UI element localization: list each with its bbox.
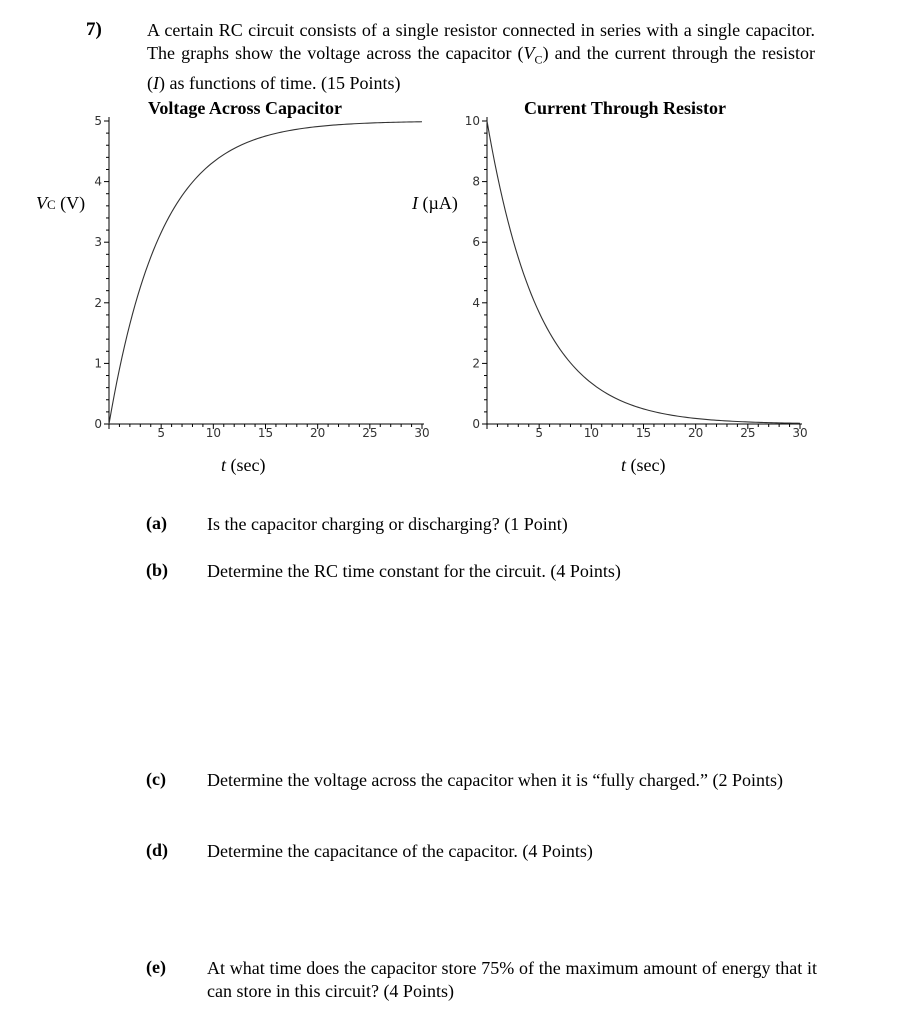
current-chart <box>465 114 808 440</box>
x-tick-label: 5 <box>157 426 165 440</box>
part-e-text: At what time does the capacitor store 75% of the maximum amount of energy that it can store in this circuit? (4 Points) <box>207 958 817 1001</box>
current-y-axis-label: I (µA) <box>412 193 458 213</box>
x-tick-label: 5 <box>535 426 543 440</box>
y-tick-label: 3 <box>94 235 102 250</box>
x-tick-label: 15 <box>257 426 274 440</box>
x-tick-label: 10 <box>583 426 599 440</box>
current-chart-title: Current Through Resistor <box>524 98 727 118</box>
part-a-text: Is the capacitor charging or discharging? (1 Point) <box>207 514 568 534</box>
voltage-chart-title: Voltage Across Capacitor <box>148 98 342 118</box>
y-tick-label: 5 <box>94 114 102 128</box>
x-tick-label: 15 <box>635 426 652 440</box>
y-tick-label: 0 <box>94 417 102 431</box>
part-b-text: Determine the RC time constant for the circuit. (4 Points) <box>207 561 621 581</box>
part-c-label: (c) <box>146 769 166 789</box>
y-tick-label: 2 <box>472 356 480 371</box>
x-tick-label: 20 <box>310 426 326 440</box>
x-tick-label: 30 <box>414 426 430 440</box>
charts-canvas <box>0 0 913 480</box>
y-tick-label: 8 <box>472 174 480 189</box>
current-x-axis-label: t (sec) <box>621 455 666 475</box>
voltage-y-axis-label: VC (V) <box>36 193 86 213</box>
part-e-label: (e) <box>146 957 166 977</box>
y-tick-label: 10 <box>464 114 480 128</box>
x-tick-label: 10 <box>205 426 221 440</box>
part-b-label: (b) <box>146 560 168 580</box>
y-tick-label: 2 <box>94 295 102 310</box>
part-d-text: Determine the capacitance of the capacitor. (4 Points) <box>207 841 593 861</box>
x-tick-label: 30 <box>792 426 808 440</box>
voltage-x-axis-label: t (sec) <box>221 455 266 475</box>
part-c-text: Determine the voltage across the capacitor when it is “fully charged.” (2 Points) <box>207 770 783 790</box>
y-tick-label: 1 <box>94 356 102 371</box>
y-tick-label: 0 <box>472 417 480 431</box>
question-intro: A certain RC circuit consists of a single resistor connected in series with a single capacitor. The graphs show the voltage across the capacitor $(V_C)$ and the current through the resistor (I) as functions of time. (15 Points) <box>147 20 815 93</box>
voltage-curve <box>109 122 422 424</box>
part-a-label: (a) <box>146 513 167 533</box>
current-curve <box>487 121 800 423</box>
x-tick-label: 20 <box>688 426 704 440</box>
x-tick-label: 25 <box>740 426 756 440</box>
y-tick-label: 6 <box>472 235 480 250</box>
part-d-label: (d) <box>146 840 168 860</box>
voltage-chart <box>94 114 429 440</box>
y-tick-label: 4 <box>94 174 102 189</box>
x-tick-label: 25 <box>362 426 378 440</box>
y-tick-label: 4 <box>472 295 480 310</box>
question-number: 7) <box>86 19 102 40</box>
